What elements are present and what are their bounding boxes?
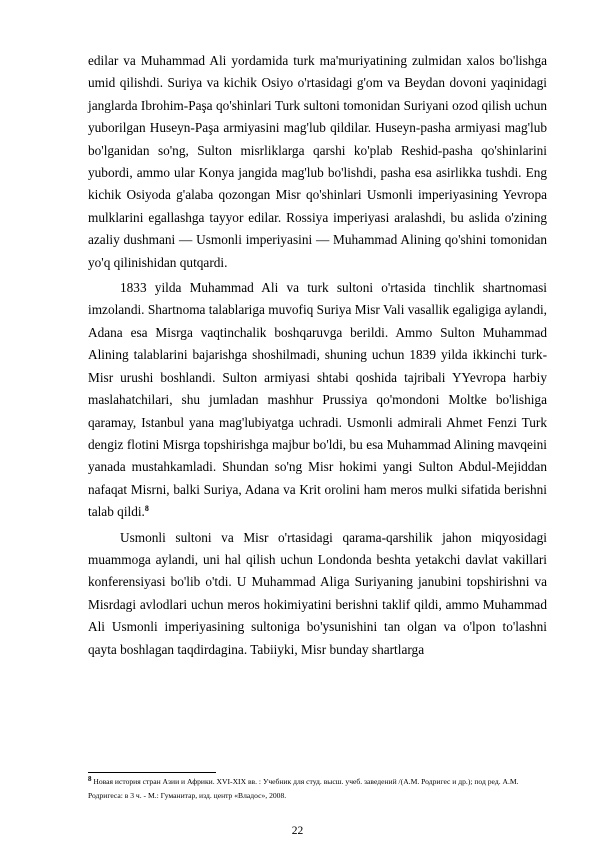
footnote-number: 8	[88, 775, 92, 783]
body-paragraph-1	[88, 50, 547, 274]
page-number: 22	[291, 825, 304, 837]
footnote-reference[interactable]: 8	[144, 504, 149, 514]
body-paragraph-3	[88, 527, 547, 661]
footnote-text: Новая история стран Азии и Африки. XVI-XIX вв. : Учебник для студ. высш. учеб. заведений /(А.М. Родригес и др.); под ред. А.М. Родригеса: в 3 ч. - М.: Гуманитар, изд. центр «Владос», 2008.	[88, 777, 519, 800]
footnote	[88, 775, 548, 802]
page-body	[88, 50, 547, 661]
footnote-separator	[88, 772, 216, 773]
paragraph-text: edilar va Muhammad Ali yordamida turk ma'muriyatining zulmidan xalos bo'lishga umid qilishdi. Suriya va kichik Osiyo o'rtasidagi g'om va Beydan dovoni yaqinidagi janglarda Ibrohim-Paşa qo'shinlari Turk sultoni tomonidan Suriyani ozod qilish uchun yuborilgan Huseyn-Paşa armiyasini mag'lub qildilar. Huseyn-pasha armiyasi mag'lub bo'lganidan so'ng, Sulton misrliklarga qarshi ko'plab Reshid-pasha qo'shinlarini yubordi, ammo ular Konya jangida mag'lub bo'lishdi, pasha esa asirlikka tushdi. Eng kichik Osiyoda g'alaba qozongan Misr qo'shinlari Usmonli imperiyasining Yevropa mulklarini egallashga tayyor edilar. Rossiya imperiyasi aralashdi, bu aslida o'zining azaliy dushmani — Usmonli imperiyasini — Muhammad Alining qo'shini tomonidan yo'q qilinishidan qutqardi.	[88, 53, 547, 270]
paragraph-text: 1833 yilda Muhammad Ali va turk sultoni o'rtasida tinchlik shartnomasi imzolandi. Shartnoma talablariga muvofiq Suriya Misr Vali vasallik egaligiga aylandi, Adana esa Misrga vaqtinchalik boshqaruvga berildi. Ammo Sulton Muhammad Alining talablarini bajarishga shoshilmadi, shuning uchun 1839 yilda ikkinchi turk-Misr urushi boshlandi. Sulton armiyasi shtabi qoshida tajribali YYevropa harbiy maslahatchilari, shu jumladan mashhur Prussiya qo'mondoni Moltke bo'lishiga qaramay, Istanbul yana mag'lubiyatga uchradi. Usmonli admirali Ahmet Fenzi Turk dengiz flotini Misrga topshirishga majbur bo'ldi, bu esa Muhammad Alining mavqeini yanada mustahkamladi. Shundan so'ng Misr hokimi yangi Sulton Abdul-Mejiddan nafaqat Misrni, balki Suriya, Adana va Krit orolini ham meros mulki sifatida berishni talab qildi.	[88, 280, 547, 520]
paragraph-text: Usmonli sultoni va Misr o'rtasidagi qarama-qarshilik jahon miqyosidagi muammoga aylandi, uni hal qilish uchun Londonda beshta yetakchi davlat vakillari konferensiyasi bo'lib o'tdi. U Muhammad Aliga Suriyaning janubini topshirishni va Misrdagi avlodlari uchun meros hokimiyatini berishni taklif qildi, ammo Muhammad Ali Usmonli imperiyasining sultoniga bo'ysunishini tan olgan va o'lpon to'lashni qayta boshlagan taqdirdagina. Tabiiyki, Misr bunday shartlarga	[88, 529, 547, 657]
body-paragraph-2	[88, 277, 547, 523]
